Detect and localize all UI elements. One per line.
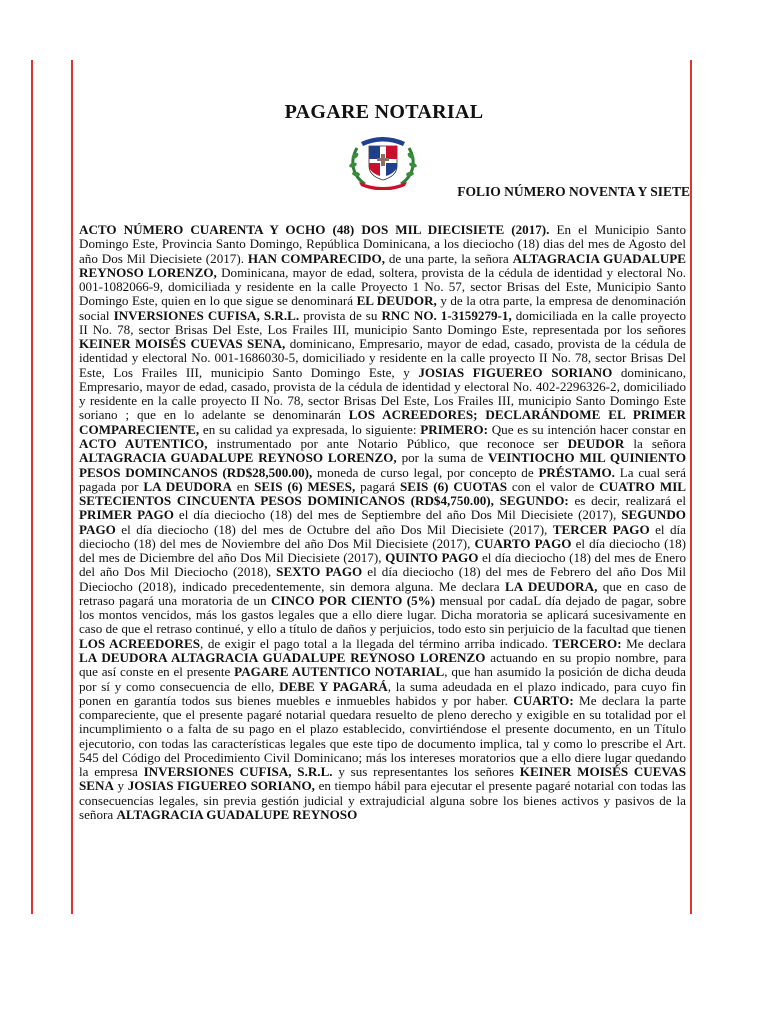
emphasized-text: CUARTO: [513,692,574,708]
left-margin-line-outer [31,60,33,914]
emphasized-text: SEGUNDO PAGO [79,507,686,537]
emphasized-text: JOSIAS FIGUEREO SORIANO [418,364,613,380]
emphasized-text: LA DEUDORA ALTAGRACIA GUADALUPE REYNOSO LORENZO [79,649,486,665]
emphasized-text: CINCO POR CIENTO (5%) [270,592,436,608]
emphasized-text: RNC NO. 1-3159279-1, [381,307,512,323]
emphasized-text: PAGARE AUTENTICO NOTARIAL [234,664,445,680]
emphasized-text: PRÉSTAMO. [538,464,615,480]
emphasized-text: TERCER PAGO [552,521,650,537]
emphasized-text: LA DEUDORA, [504,578,598,594]
body-text-segment: instrumentado por ante Notario Público, que reconoce ser [207,435,568,451]
body-text-segment: mensual por cadaL día dejado de pagar, sobre los montos vencidos, más los gastos legales que a ello diere lugar. Dicha moratoria se aplicará sucesivamente en caso de que el retraso continué, y ello a título de daños y perjuicios, todo esto sin perjuicio de la facultad que tienen [79,592,686,637]
emphasized-text: ALTAGRACIA GUADALUPE REYNOSO LORENZO, [79,250,687,280]
left-margin-line-inner [71,60,73,914]
emphasized-text: PRIMERO: [420,421,488,437]
body-text-segment: es decir, realizará el [568,493,686,509]
emphasized-text: VEINTIOCHO MIL QUINIENTO PESOS DOMINCANOS (RD$28,500.00), [79,450,687,480]
body-text-segment: , de exigir el pago total a la llegada del término arriba indicado. [200,635,553,651]
emphasized-text: SEIS (6) CUOTAS [399,478,508,494]
folio-number: FOLIO NÚMERO NOVENTA Y SIETE [457,184,690,199]
body-text-segment: En el Municipio Santo Domingo Este, Provincia Santo Domingo, República Dominicana, a los dieciocho (18) dias del mes de Agosto del año Dos Mil Diecisiete (2017). [79,222,686,266]
body-text-segment: y [113,778,128,794]
body-text-segment: el día dieciocho (18) del mes de Noviembre del año Dos Mil Diecisiete (2017), [79,521,686,551]
emphasized-text: LA DEUDORA [143,478,232,494]
emphasized-text: ALTAGRACIA GUADALUPE REYNOSO LORENZO, [79,450,397,466]
emphasized-text: SEIS (6) MESES, [254,478,356,494]
body-text-segment: el día dieciocho (18) del mes de Octubre del año Dos Mil Diecisiete (2017), [115,521,553,537]
body-text-segment: y sus representantes los señores [332,764,520,780]
body-text-segment: La cual será pagada por [79,464,686,494]
body-text-segment: el día dieciocho (18) del mes de Septiembre del año Dos Mil Diecisiete (2017), [173,507,622,523]
emphasized-text: HAN COMPARECIDO, [247,250,385,266]
body-text-segment: por la suma de [396,450,489,466]
emphasized-text: CUATRO MIL SETECIENTOS CINCUENTA PESOS DOMINICANOS (RD$4,750.00), SEGUNDO: [79,478,687,509]
body-text-segment: actuando en su propio nombre, para que así conste en el presente [79,649,687,680]
dominican-coat-of-arms-icon [343,132,423,190]
emphasized-text: SEXTO PAGO [276,564,363,580]
emphasized-text: TERCERO: [552,635,622,651]
emphasized-text: DEBE Y PAGARÁ [279,678,388,694]
emphasized-text: JOSIAS FIGUEREO SORIANO, [127,778,315,794]
body-text-segment: de una parte, la señora [384,250,513,266]
body-text-segment: domiciliada en la calle proyecto II No. 78, sector Brisas Del Este, Los Frailes III, municipio Santo Domingo Este, representada por los señores [79,307,686,337]
body-text-segment: pagará [355,478,400,494]
body-text-segment: el día dieciocho (18) del mes de Diciembre del año Dos Mil Diecisiete (2017), [79,535,686,566]
body-text-segment: moneda de curso legal, por concepto de [312,464,539,480]
emphasized-text: PRIMER PAGO [79,507,174,523]
body-text-segment: que en caso de retraso pagará una moratoria de un [79,578,687,608]
body-text-segment: en [231,478,255,494]
body-text-segment: el día dieciocho (18) del mes de Enero del año Dos Mil Dieciocho (2018), [79,550,687,580]
body-text-segment: el día dieciocho (18) del mes de Febrero del año Dos Mil Dieciocho (2018), indicado precedentemente, sin demora alguna. Me declara [79,564,686,594]
body-text-segment: con el valor de [507,478,600,494]
right-margin-line [690,60,692,914]
body-text-segment: la señora [624,435,686,451]
emphasized-text: ACTO NÚMERO CUARENTA Y OCHO (48) DOS MIL DIECISIETE (2017). [79,222,550,237]
body-text-segment: Que es su intención hacer constar en [487,421,686,437]
body-text-segment: provista de su [299,307,382,323]
body-text-segment: en su calidad ya expresada, lo siguiente: [199,421,421,437]
body-text-segment: , que han asumido la posición de dicha deuda por sí y como consecuencia de ello, [79,664,686,694]
emphasized-text: KEINER MOISÉS CUEVAS SENA [79,764,686,794]
emphasized-text: ALTAGRACIA GUADALUPE REYNOSO [116,806,358,822]
emphasized-text: INVERSIONES CUFISA, S.R.L. [143,764,333,780]
emphasized-text: DEUDOR [567,435,625,451]
body-text-segment: Dominicana, mayor de edad, soltera, provista de la cédula de identidad y electoral No. 001-1082066-9, domiciliada y residente en la calle Proyecto 1 No. 57, sector Brisas del Este, Municipio Santo Domingo Este, quien en lo que sigue se denominará [79,264,687,309]
body-text-segment: Me declara [621,635,686,651]
body-text-segment: Me declara la parte compareciente, que el presente pagaré notarial quedara resuelto de pleno derecho y exigible en su totalidad por el incumplimiento o a falta de su pago en el plazo establecido, convirtiéndose el presente documento, en un Título ejecutorio, con todas las características legales que este tipo de documento implica, tal y como lo prescribe el Art. 545 del Código del Procedimiento Civil Dominicano; más los intereses moratorios que a ello diere lugar quedando la empresa [79,692,686,780]
body-text-segment: y de la otra parte, la empresa de denominación social [79,293,686,323]
body-text-segment: dominicano, Empresario, mayor de edad, casado, provista de la cédula de identidad y electoral No. 402-2296326-2, domiciliado y residente en la calle proyecto II No. 78, sector Brisas Del Este, Los Frailes III, municipio Santo Domingo Este soriano ; que en lo adelante se denominarán [79,364,686,423]
emphasized-text: KEINER MOISÉS CUEVAS SENA, [79,336,286,352]
document-body [79,223,686,822]
body-text-segment: dominicano, Empresario, mayor de edad, casado, provista de la cédula de identidad y electoral No. 001-1686030-5, domiciliado y residente en la calle proyecto II No. 78, sector Brisas Del Este, Los Frailes III, municipio Santo Domingo Este, y [79,336,686,380]
emphasized-text: EL DEUDOR, [356,293,437,309]
emphasized-text: QUINTO PAGO [385,550,479,566]
document-title: PAGARE NOTARIAL [284,101,484,123]
body-text-segment: en tiempo hábil para ejecutar el presente pagaré notarial con todas las consecuencias legales, sin previa gestión judicial y extrajudicial alguna sobre los bienes activos y pasivos de la señora [79,778,687,822]
emphasized-text: INVERSIONES CUFISA, S.R.L. [113,307,300,323]
body-text-segment: , la suma adeudada en el plazo indicado, para cuyo fin ponen en garantía todos sus bienes muebles e inmuebles habidos y por haber. [79,678,686,708]
emphasized-text: CUARTO PAGO [474,535,572,551]
emphasized-text: ACTO AUTENTICO, [79,435,208,451]
emphasized-text: LOS ACREEDORES; DECLARÁNDOME EL PRIMER COMPARECIENTE, [79,407,686,437]
emphasized-text: LOS ACREEDORES [79,635,200,651]
